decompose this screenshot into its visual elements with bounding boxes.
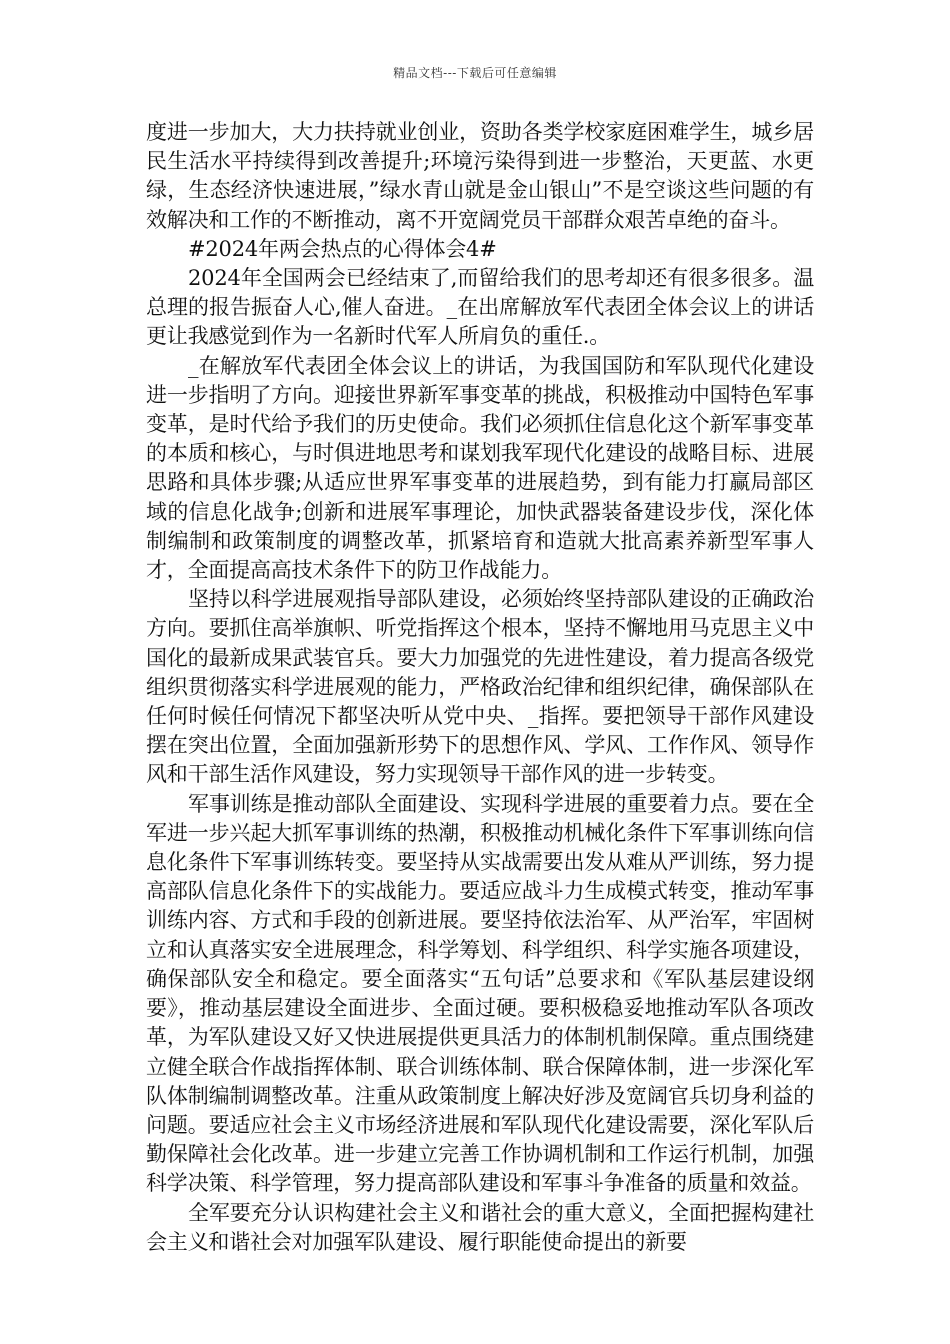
paragraph-continuation: 度进一步加大，大力扶持就业创业，资助各类学校家庭困难学生，城乡居民生活水平持续得到改善提升;环境污染得到进一步整治，天更蓝、水更绿，生态经济快速进展，”绿水青山就是金山银山”不是空谈这些问题的有效解决和工作的不断推动，离不开宽阔党员干部群众艰苦卓绝的奋斗。 bbox=[146, 120, 814, 232]
page-header: 精品文档---下载后可任意编辑 bbox=[393, 66, 557, 80]
section-heading: #2024年两会热点的心得体会4# bbox=[188, 236, 497, 261]
paragraph: 军事训练是推动部队全面建设、实现科学进展的重要着力点。要在全军进一步兴起大抓军事训练的热潮，积极推动机械化条件下军事训练向信息化条件下军事训练转变。要坚持从实战需要出发从难从严训练，努力提高部队信息化条件下的实战能力。要适应战斗力生成模式转变，推动军事训练内容、方式和手段的创新进展。要坚持依法治军、从严治军，牢固树立和认真落实安全进展理念，科学筹划、科学组织、科学实施各项建设，确保部队安全和稳定。要全面落实“五句话”总要求和《军队基层建设纲要》，推动基层建设全面进步、全面过硬。要积极稳妥地推动军队各项改革，为军队建设又好又快进展提供更具活力的体制机制保障。重点围绕建立健全联合作战指挥体制、联合训练体制、联合保障体制，进一步深化军队体制编制调整改革。注重从政策制度上解决好涉及宽阔官兵切身利益的问题。要适应社会主义市场经济进展和军队现代化建设需要，深化军队后勤保障社会化改革。进一步建立完善工作协调机制和工作运行机制，加强科学决策、科学管理，努力提高部队建设和军事斗争准备的质量和效益。 bbox=[146, 791, 814, 1196]
paragraph: 全军要充分认识构建社会主义和谐社会的重大意义，全面把握构建社会主义和谐社会对加强军队建设、履行职能使命提出的新要 bbox=[146, 1200, 814, 1254]
paragraph: _在解放军代表团全体会议上的讲话，为我国国防和军队现代化建设进一步指明了方向。迎接世界新军事变革的挑战，积极推动中国特色军事变革，是时代给予我们的历史使命。我们必须抓住信息化这个新军事变革的本质和核心，与时俱进地思考和谋划我军现代化建设的战略目标、进展思路和具体步骤;从适应世界军事变革的进展趋势，到有能力打赢局部区域的信息化战争;创新和进展军事理论，加快武器装备建设步伐，深化体制编制和政策制度的调整改革，抓紧培育和造就大批高素养新型军事人才，全面提高高技术条件下的防卫作战能力。 bbox=[146, 353, 814, 583]
document-body bbox=[146, 118, 814, 1257]
paragraph: 2024年全国两会已经结束了,而留给我们的思考却还有很多很多。温总理的报告振奋人心,催人奋进。_在出席解放军代表团全体会议上的讲话更让我感觉到作为一名新时代军人所肩负的重任.。 bbox=[146, 266, 814, 349]
paragraph: 坚持以科学进展观指导部队建设，必须始终坚持部队建设的正确政治方向。要抓住高举旗帜、听党指挥这个根本，坚持不懈地用马克思主义中国化的最新成果武装官兵。要大力加强党的先进性建设，着力提高各级党组织贯彻落实科学进展观的能力，严格政治纪律和组织纪律，确保部队在任何时候任何情况下都坚决听从党中央、_指挥。要把领导干部作风建设摆在突出位置，全面加强新形势下的思想作风、学风、工作作风、领导作风和干部生活作风建设，努力实现领导干部作风的进一步转变。 bbox=[146, 587, 814, 787]
